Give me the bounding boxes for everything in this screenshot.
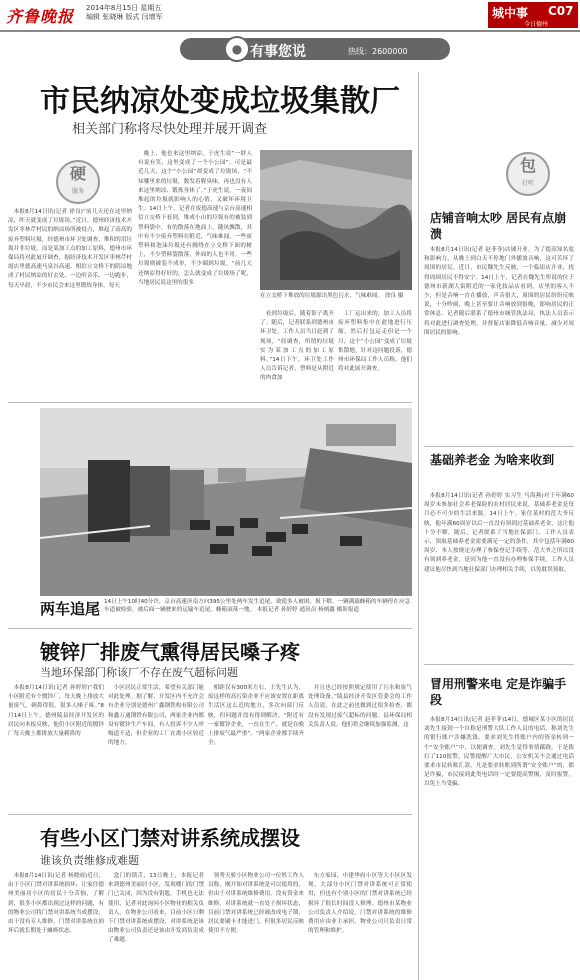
sidebar3-headline: 冒用刑警来电 定是诈骗手段 bbox=[430, 677, 567, 707]
sidebar3-text: 本报8月14日讯(记者 赵菲菲)14日，德城区某小区的居民刘先生接到一个自称是刑警大队工作人员的电话，称刘先生的银行账户涉嫌洗钱，要求刘先生将账户内的资金转到一个“安全账户”中，以便调查。刘先生觉得事情蹊跷，于是拨打了110报警。民警提醒广大市民，公安机关不会通过电话要求市民转账汇款，凡是要求转账到所谓“安全账户”的，都是诈骗，市民接到此类电话时一定要提高警惕，及时报警，以免上当受骗。 bbox=[424, 717, 574, 788]
service-badge bbox=[56, 160, 100, 204]
article3-text-1: 本报8月14日讯(记者 孙婷婷)“我们小区附近有个镀锌厂，每天晚上排放大量废气，刺鼻得很，很多人嗓子疼。”8月14日上午，德州陵县经济开发区的居民向本报反映，他们小区附近的镀锌厂每天晚上都排放大量刺鼻的 bbox=[8, 685, 104, 738]
service-badge-main: 硬 bbox=[69, 164, 86, 183]
sidebar2-text: 本报8月14日讯(记者 孙婷婷 实习生 马海燕)对于年满60周岁未参加社会养老保险的农村居民来说，基础养老金是每月必不可少的生活来源。14日上午，家住某村的范大爷反映，他年满60周岁以后一直没有领到过基础养老金，这让他十分不解。随后，记者联系了当地社保部门，工作人员表示，领取基础养老金需要满足一定的条件，其中包括年满60周岁、本人按规定办理了参保登记手续等，范大爷之所以没有领到养老金，是因为他一直没有办理参保手续，工作人员建议他尽快到当地社保部门办理相关手续，以免耽误领取。 bbox=[424, 493, 574, 573]
article1-column-4 bbox=[338, 310, 412, 398]
article4-text-2: 盒门的锁舌，13日晚上，本报记者来到德州美丽居小区，发现楼门的门禁门已关闭，因为没有钥匙，手机也无法使用，记者对此询问小区物业的相关负责人，在物业公司看来，目前小区只剩下门禁对讲系统成摆设，对讲系统是该由物业公司负责还是该由开发商负责成了难题。 bbox=[108, 873, 204, 944]
sidebar1-headline: 店铺音响太吵 居民有点崩溃 bbox=[430, 211, 567, 241]
article3-bottom-rule bbox=[8, 814, 412, 815]
article1-text-1: 本报8月14日讯(记者 徐良)“前几天还在这里纳凉，昨天就变成了垃圾场。”近日，德州经济技术开发区枣林芹村民的纳凉场所被侵占，堆起了高高的废弃塑料垃圾，经德州市环卫处调查，堆积的泪垃圾并非垃圾，而是某加工点的加工原料，德州市环保局将对此展开调查。据经济技术开发区枣林芹村霞店里德高速马泉谷高速、相信立交桥下的阴凉地成了村民纳凉的好去处，一边听音乐、一边跑步，每天早晨，不少市民会来这里锻炼身体，每天 bbox=[8, 209, 132, 289]
accident-credit: 本报记者 孙婷婷 通讯员 杨炳鑫 摄影报道 bbox=[256, 607, 360, 614]
hotline-number: 热线：2600000 bbox=[348, 47, 408, 56]
speech-bubble-icon: ● bbox=[224, 36, 250, 62]
article4-column-1 bbox=[8, 872, 104, 976]
article2-bottom-rule bbox=[8, 628, 412, 629]
sidebar2-headline: 基础养老金 为啥来收到 bbox=[430, 453, 555, 467]
article3-text-4: 并且也已经按照规定使用了污水和废气处理设备，”陵县经济开发区管委会的工作人员说，在此之前也做到过很多检查，都没有发现过废气超标的问题。县环保局相关负责人说，他们将会继续加强监测，这 bbox=[308, 685, 412, 728]
page-code: C07 bbox=[548, 4, 574, 18]
article3-column-2 bbox=[108, 684, 204, 810]
sidebar2-bottom-rule bbox=[424, 664, 574, 665]
article3-headline: 镀锌厂排废气熏得居民嗓子疼 bbox=[40, 640, 300, 664]
article1-subheadline: 相关部门称将尽快处理并展开调查 bbox=[72, 122, 268, 137]
article4-column-2 bbox=[108, 872, 204, 976]
accident-photo bbox=[40, 408, 412, 596]
issue-date: 2014年8月15日 星期五 bbox=[86, 4, 162, 12]
article1-bottom-rule bbox=[8, 402, 412, 403]
sidebar1-body bbox=[424, 246, 574, 442]
newspaper-logo: 齐鲁晚报 bbox=[6, 7, 75, 26]
article3-column-3 bbox=[208, 684, 304, 810]
article4-headline: 有些小区门禁对讲系统成摆设 bbox=[40, 826, 300, 850]
accident-title: 两车追尾 bbox=[40, 600, 101, 618]
sidebar2-body bbox=[424, 492, 574, 662]
article4-text-1: 本报8月14日讯(记者 杨晓雨)近日，由于小区门禁对讲系统损坏，让家住德州美丽居小区的居民十分苦恼，了解到，很多小区都出现过这样的问题，有的物业公司将门禁对讲系统当成摆设，由于没有专人维修，门禁对讲系统在损坏后就长期处于瘫痪状态。 bbox=[8, 873, 104, 935]
article1-column-2 bbox=[138, 150, 252, 398]
column-title: 有事您说 bbox=[250, 44, 306, 60]
article1-column-1 bbox=[8, 208, 132, 398]
editor-credits: 编辑 张晓琳 版式 闫增军 bbox=[86, 13, 163, 21]
garbage-photo bbox=[260, 150, 412, 290]
article3-text-2: 小区居民正常生活，希望有关部门能对此处理。据了解，开发区内不允许会有企业分别是德州广鑫钢铁构有限公司和鑫万通钢铁有限公司，两家企业内都设有镀锌生产车间，有人投诉不少人呼吸道不适，但企业的工厂在离小区较近的地方。 bbox=[108, 685, 204, 747]
accident-caption-text: 14日上午10时40分许，京台高速济南方向395公里处两车发生追尾，致使多人被困，损下解。一辆满载蜂箱的车辆停在应急车道被检验，被后面一辆驶来的运输车追尾，蜂箱滚落一地。 bbox=[104, 599, 411, 614]
accident-caption bbox=[104, 598, 412, 624]
article4-text-3: 领秀天骄小区物业公司一位姓工作人员称，刚开始对讲系统是可以使用的，但由于对讲系统维修费用，没有资金来维修，对讲系统就一直处于损坏状态，目前门禁对讲系统已经被改成电子锁，居民要刷卡才能进门，但很多居民反映使用不方便。 bbox=[208, 873, 304, 935]
section-subtitle: 今日德州 bbox=[524, 21, 549, 28]
article1-text-3: 看到垃圾后，随着影子离开了。随后，记者联系到德州市环卫处，工作人员当日赶到了现场，“经调查，所谓的垃圾实为某加工点的加工原料。”14日下午，环卫处工作人员告诉记者，塑料是从附近的肉食加 bbox=[260, 311, 334, 382]
article3-subheadline: 当地环保部门称该厂不存在废气超标问题 bbox=[40, 666, 238, 679]
article4-subheadline: 谁该负责维修成难题 bbox=[40, 854, 139, 867]
article1-headline: 市民纳凉处变成垃圾集散厂 bbox=[40, 84, 400, 119]
article1-text-4: 工厂运出来的，加工人员将废弃塑料集中在此地进行压缩，然后打包运走但是一个月，这个“小公园”变成了垃圾集散地，针对这问题投诉，德州市环保局工作人员称，他们将对此展开调查。 bbox=[338, 311, 412, 373]
sidebar1-bottom-rule bbox=[424, 446, 574, 447]
article3-text-3: 相距仅有300米左右，王先生认为，废这样的高污染企业不应该安置在距离生活区这么近的地方，多次向部门反映，但问题并没有得到解决。“附近有一家镀锌企业，一直在生产，就是在晚上排废气最严重”。“两家企业都手续齐全。 bbox=[208, 685, 304, 747]
article4-text-4: 东方家园，中建华府小区等大小区区发现，大部分小区门禁对讲系统可正常使用，但也有个别小区的门禁对讲系统已经损坏了很长时间没人修理。德州市某物业公司负责人介绍说，门禁对讲系统的维修费用应由业主承担，物业公司只负责日常的管理和维护。 bbox=[308, 873, 412, 935]
sidebar3-body bbox=[424, 716, 574, 976]
article1-column-3 bbox=[260, 310, 334, 398]
garbage-photo-caption: 在立交桥下堆放的垃圾源出黑色污水，气味难闻。 徐良 摄 bbox=[260, 293, 404, 299]
article4-column-4 bbox=[308, 872, 412, 976]
article3-column-4 bbox=[308, 684, 412, 810]
article4-column-3 bbox=[208, 872, 304, 976]
inquiry-badge bbox=[506, 152, 550, 196]
inquiry-badge-sub: 打听 bbox=[521, 180, 534, 187]
article1-text-2: 晚上，他也来这里纳凉，于虎生说“一群人有说有笑，这里变成了一个小公园”。可是最近几天，这个“小公园”却变成了垃圾场，“不知哪里来的垃圾，数发着腥臭味，再也没有人来这里纳凉、锻炼身体了。”于虎生说，一夜间堆起的垃圾就影响人的心情，又破坏环境卫生。14日上午，记者在废德高速与京台高速相信立交桥下看到，堆成小山的垃圾有的被装到塑料袋中，有的散落在地面上，随风飘散，其中有不少废弃塑料在附近，气味难闻，一些废塑料和泡沫垃圾还有缠绕在立交桥下面的树上，不少塑料袋散落，外面的人也不用，一些垃圾则被装不成单，不少圈到垃圾。“前几天还纳凉得好好的，怎么就变成了垃圾场了呢，当地居民说这里的很多 bbox=[138, 151, 252, 286]
article3-column-1 bbox=[8, 684, 104, 810]
service-badge-sub: 服务 bbox=[71, 188, 84, 195]
sidebar1-text: 本报8月14日讯(记者 赵菲菲)店铺开业，为了提高知名度和影响力，从晚上到白天不停地门外播放音响，这可苦坏了周围的居民。近日，市民魏先生反映，一个临街店开业，扰得周围居民不得安宁。14日上午，记者在魏先生所说的位于德州市新湖大街附近的一家化妆品店看到，店里的客人不少，但是音响一直在播放，声音很大，周围的居民纷纷反映说，十分吵闹，晚上甚至要让音响放到很晚，影响居民的正常休息。记者随后联系了德州市城管执法局，执法人员表示将对此进行调查处理，并督促店家降低音响音量，减少对周围居民的影响。 bbox=[424, 247, 574, 336]
column-banner bbox=[180, 38, 450, 60]
inquiry-badge-main: 包 bbox=[519, 156, 536, 175]
masthead-info bbox=[86, 4, 163, 22]
section-name: 城中事 bbox=[492, 6, 529, 20]
masthead-rule bbox=[0, 30, 580, 32]
sidebar-divider bbox=[418, 72, 419, 980]
